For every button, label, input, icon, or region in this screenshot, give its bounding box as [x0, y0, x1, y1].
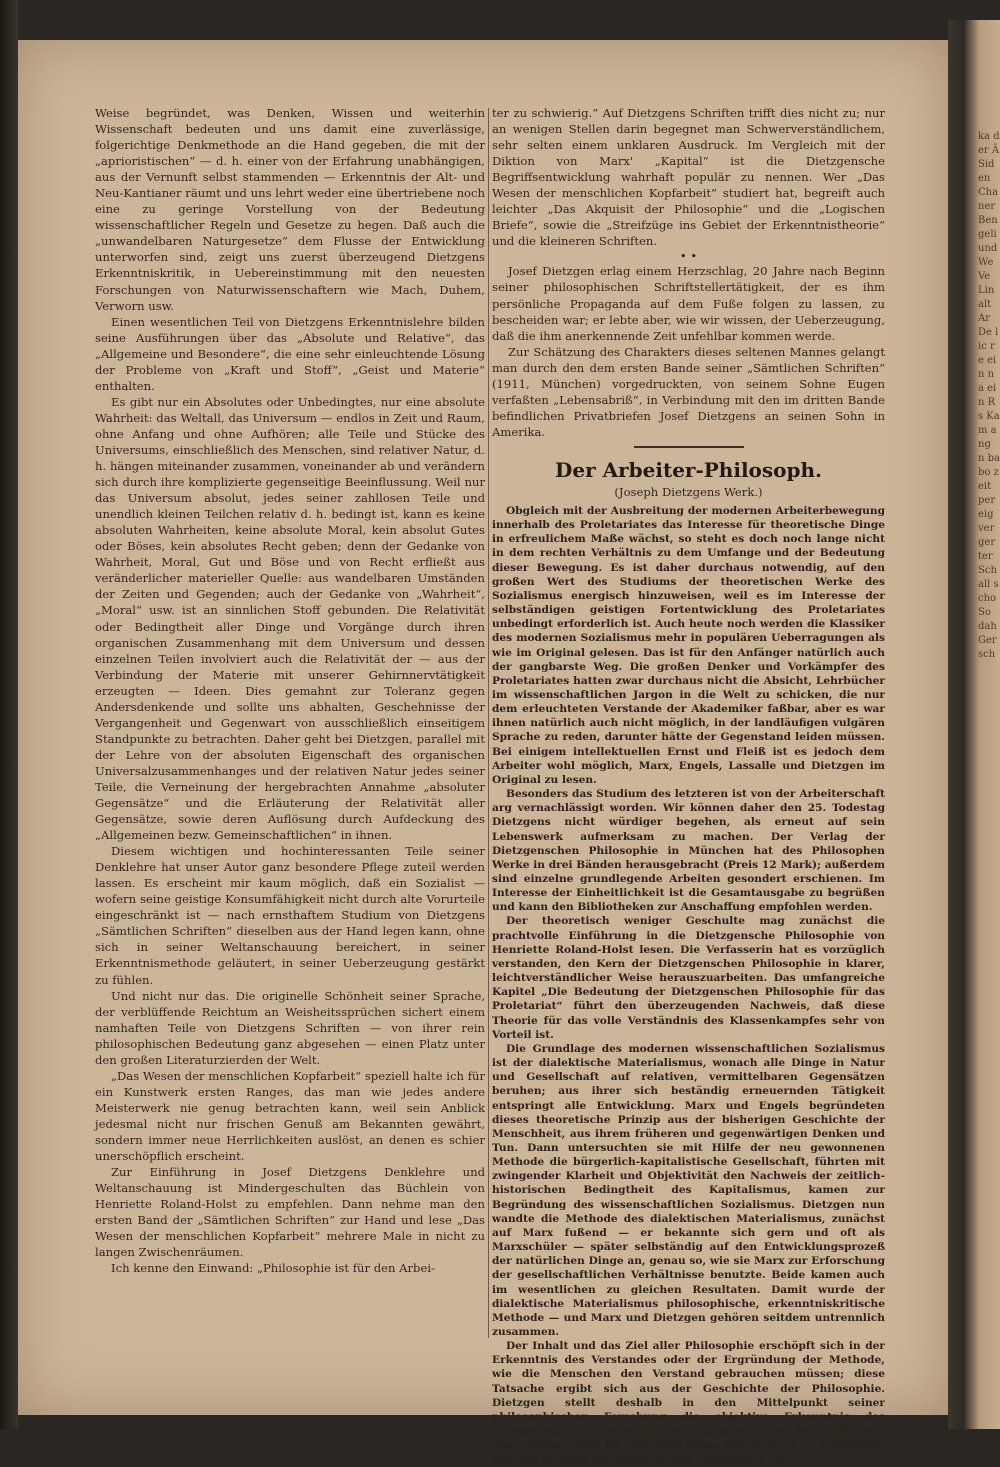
left-paragraph: Weise begründet, was Denken, Wissen und weiterhin Wissenschaft bedeuten und uns damit eine zuverlässige, folgerichtige Denkmethode an die Hand gegeben, die mit der „aprioristischen“ — d. h. einer von der Erfahrung unabhängigen, aus der Vernunft selbst stammenden — Erkenntnis der Alt- und Neu-Kantianer räumt und uns lehrt weder eine übertriebene noch eine zu geringe Vorstellung von der Bedeutung wissenschaftlicher Regeln und Gesetze zu hegen. Daß auch die „unwandelbaren Naturgesetze“ dem Flusse der Entwicklung unterworfen sind, zeigt uns zuerst überzeugend Dietzgens Erkenntniskritik, in Uebereinstimmung mit den neuesten Forschungen von Naturwissenschaftern wie Mach, Duhem, Verworn usw.: [95, 106, 485, 313]
left-paragraph: Es gibt nur ein Absolutes oder Unbedingtes, nur eine absolute Wahrheit: das Weltall, das Universum — endlos in Zeit und Raum, ohne Anfang und ohne Aufhören; alle Teile und Stücke des Universums, einschließlich des Menschen, sind relativer Natur, d. h. hängen miteinander zusammen, voneinander ab und verändern sich durch ihre komplizierte gegenseitige Beeinflussung. Weil nur das Universum absolut, jedes seiner zahllosen Teile und unendlich kleinen Teilchen relativ d. h. bedingt ist, kann es keine absoluten Wahrheiten, keine absolute Moral, kein absolut Gutes oder Böses, kein absolutes Recht geben; denn der Gedanke von Wahrheit, Moral, Gut und Böse und von Recht erfließt aus veränderlicher materieller Quelle: aus wandelbaren Umständen der Zeiten und Gegenden; auch der Gedanke von „Wahrheit“, „Moral“ usw. ist an sinnlichen Stoff gebunden. Die Relativität oder Bedingtheit aller Dinge und Vorgänge durch ihren organischen Zusammenhang mit dem Universum und dessen einzelnen Teilen involviert auch die Relativität der — aus der Verbindung der Materie mit unserer Gehirnnervtätigkeit erzeugten — Ideen. Dies gemahnt zur Toleranz gegen Andersdenkende und sollte uns abhalten, Geschehnisse der Vergangenheit und Gegenwart von ausschließlich einseitigem Standpunkte zu betrachten. Daher geht bei Dietzgen, parallel mit der Lehre von der absoluten Eigenschaft des organischen Universalzusammenhanges und der relativen Natur jedes seiner Teile, die Verneinung der hergebrachten Annahme „absoluter Gegensätze“ und die Erläuterung der Relativität aller Gegensätze, sowie deren Auflösung durch Aufdeckung des „Allgemeinen bezw. Gemeinschaftlichen“ in ihnen.: [95, 394, 485, 843]
headline-rule: [634, 446, 744, 448]
article-body: [492, 504, 885, 1467]
article-paragraph: Der Inhalt und das Ziel aller Philosophie erschöpft sich in der Erkenntnis des Verstandes oder der Ergründung der Methode, wie die Menschen den Verstand gebrauchen müssen; diese Tatsache ergibt sich aus der Geschichte der Philosophie. Dietzgen stellt deshalb in den Mittelpunkt seiner philosophischen Forschung die objektive Erkenntnis des Verstandes, der „Menschlichen Kopfarbeit“. Die Beschaffenheit des Geistes (Geist im weitesten Sinne des Wortes) zu ergründen, war das Streben der bürgerlichen Philosophie seit: [492, 1340, 885, 1466]
left-column: [95, 105, 485, 1276]
right-paragraph: Josef Dietzgen erlag einem Herzschlag, 20 Jahre nach Beginn seiner philosophischen Schriftstellertätigkeit, der es ihm persönliche Propaganda auf dem Fuße folgen zu lassen, zu bescheiden war; er lebte aber, wie wir wissen, der Ueberzeugung, daß die ihm anerkennende Zeit unfehlbar kommen werde.: [492, 264, 885, 343]
left-paragraph: „Das Wesen der menschlichen Kopfarbeit“ speziell halte ich für ein Kunstwerk ersten Ranges, das man wie jedes andere Meisterwerk nie genug betrachten kann, weil sein Anblick jedesmal nicht nur frischen Genuß am Bekannten gewährt, sondern immer neue Herrlichkeiten auslöst, an denen es schier unerschöpflich erscheint.: [95, 1068, 485, 1164]
left-paragraph: Ich kenne den Einwand: „Philosophie ist für den Arbei-: [111, 1261, 435, 1276]
column-divider: [488, 108, 489, 1338]
article-paragraph: Der theoretisch weniger Geschulte mag zunächst die prachtvolle Einführung in die Dietzgensche Philosophie von Henriette Roland-Holst lesen. Die Verfasserin hat es vorzüglich verstanden, den Kern der Dietzgenschen Philosophie in klarer, leichtverständlicher Weise herauszuarbeiten. Das umfangreiche Kapitel „Die Bedeutung der Dietzgenschen Philosophie für das Proletariat“ führt den überzeugenden Nachweis, daß diese Theorie für das volle Verständnis des Klassenkampfes sehr von Vorteil ist.: [492, 915, 885, 1041]
article-subtitle: (Joseph Dietzgens Werk.): [614, 484, 763, 499]
left-paragraph: Einen wesentlichen Teil von Dietzgens Erkenntnislehre bilden seine Ausführungen über das „Absolute und Relative“, das „Allgemeine und Besondere“, die eine sehr einleuchtende Lösung der Probleme von „Kraft und Stoff“, „Geist und Materie“ enthalten.: [95, 314, 485, 393]
article-title: Der Arbeiter-Philosoph.: [555, 457, 822, 482]
left-paragraph: Zur Einführung in Josef Dietzgens Denklehre und Weltanschauung ist Mindergeschulten das Büchlein von Henriette Roland-Holst zu empfehlen. Dann nehme man den ersten Band der „Sämtlichen Schriften“ zur Hand und lese „Das Wesen der menschlichen Kopfarbeit“ mehrere Male in nicht zu langen Zwischenräumen.: [95, 1165, 485, 1260]
right-column: [492, 105, 885, 1467]
right-paragraph: Zur Schätzung des Charakters dieses seltenen Mannes gelangt man durch den dem ersten Bande seiner „Sämtlichen Schriften“ (1911, München) vorgedruckten, von seinem Sohne Eugen verfaßten „Lebensabriß“, in Verbindung mit den im dritten Bande befindlichen Privatbriefen Josef Dietzgens an seinen Sohn in Amerika.: [492, 344, 885, 439]
article-paragraph: Die Grundlage des modernen wissenschaftlichen Sozialismus ist der dialektische Materialismus, wonach alle Dinge in Natur und Gesellschaft auf relativen, vermittelbaren Gegensätzen beruhen; aus ihrer sich beständig erneuernden Tätigkeit entspringt alle Entwicklung. Marx und Engels begründeten dieses theoretische Prinzip aus der bisherigen Geschichte der Menschheit, aus ihrem früheren und gegenwärtigen Denken und Tun. Dann untersuchten sie mit Hilfe der neu gewonnenen Methode die bürgerlich-kapitalistische Gesellschaft, führten mit zwingender Klarheit und Objektivität den Nachweis der zeitlich-historischen Bedingtheit des Kapitalismus, kamen zur Begründung des wissenschaftlichen Sozialismus. Dietzgen nun wandte die Methode des dialektischen Materialismus, zunächst auf Marx fußend — er bekannte sich gern und oft als Marxschüler — später selbständig auf den Entwicklungsprozeß der natürlichen Dinge an, genau so, wie sie Marx zur Erforschung der gesellschaftlichen Verhältnisse benutzte. Beide kamen auch im wesentlichen zu gleichen Resultaten. Damit wurde der dialektische Materialismus philosophische, erkenntniskritische Methode — und Marx und Dietzgen gehören seitdem untrennlich zusammen.: [492, 1042, 885, 1338]
left-paragraph: Diesem wichtigen und hochinteressanten Teile seiner Denklehre hat unser Autor ganz besondere Pflege zuteil werden lassen. Es erscheint mir kaum möglich, daß ein Sozialist — wofern seine geistige Konsumfähigkeit nicht durch alte Vorurteile eingeschränkt ist — nach ernsthaftem Studium von Dietzgens „Sämtlichen Schriften“ dieselben aus der Hand legen kann, ohne sich in seiner Weltanschauung bereichert, in seiner Erkenntnismethode geläutert, in seiner Ueberzeugung gestärkt zu fühlen.: [95, 844, 485, 987]
book-binding: [0, 0, 18, 1429]
left-paragraph: Und nicht nur das. Die originelle Schönheit seiner Sprache, der verblüffende Reichtum an Weisheitssprüchen sichert einem namhaften Teile von Dietzgens Schriften — von ihrer rein philosophischen Bedeutung ganz abgesehen — einen Platz unter den großen Literaturzierden der Welt.: [95, 988, 485, 1067]
right-paragraph: ter zu schwierig.“ Auf Dietzgens Schriften trifft dies nicht zu; nur an wenigen Stellen darin begegnet man Schwerverständlichem, sehr selten einem unklaren Ausdruck. Im Vergleich mit der Diktion von Marx' „Kapital“ ist die Dietzgensche Begriffsentwicklung wahrhaft populär zu nennen. Wer „Das Wesen der menschlichen Kopfarbeit“ studiert hat, begreift auch leichter „Das Akquisit der Philosophie“ und die „Logischen Briefe“, sowie die „Streifzüge ins Gebiet der Erkenntnistheorie“ und die kleineren Schriften.: [492, 106, 885, 249]
adjacent-page-text: ka der Ä Siden Cha ner Ben geli und We Ve Lin alt Ar De lic re ein na ein R s Kam ang n ba bo zeit per eig ver ger ter Sch all scho So dah Ger sch: [978, 131, 1000, 660]
section-separator: • •: [679, 249, 698, 264]
article-paragraph: Besonders das Studium des letzteren ist von der Arbeiterschaft arg vernachlässigt worden. Wir können daher den 25. Todestag Dietzgens nicht würdiger begehen, als erneut auf sein Lebenswerk aufmerksam zu machen. Der Verlag der Dietzgenschen Philosophie in München hat des Philosophen Werke in drei Bänden herausgebracht (Preis 12 Mark); außerdem sind einzelne grundlegende Arbeiten gesondert erschienen. Im Interesse der Einheitlichkeit ist die Gesamtausgabe zu begrüßen und kann den Bibliotheken zur Anschaffung empfohlen werden.: [492, 788, 885, 914]
adjacent-page-edge: [948, 20, 1000, 1429]
article-paragraph: Obgleich mit der Ausbreitung der modernen Arbeiterbewegung innerhalb des Proletariates das Interesse für theoretische Dinge in erfreulichem Maße wächst, so steht es doch noch lange nicht in dem rechten Verhältnis zu dem Umfange und der Bedeutung dieser Bewegung. Es ist daher durchaus notwendig, auf den großen Wert des Studiums der theoretischen Werke des Sozialismus energisch hinzuweisen, weil es im Interesse der selbständigen geistigen Fortentwicklung des Proletariates unbedingt erforderlich ist. Auch heute noch werden die Klassiker des modernen Sozialismus mehr in populären Ueberragungen als wie im Original gelesen. Das ist für den Anfänger natürlich auch der gangbarste Weg. Die großen Denker und Vorkämpfer des Proletariates hatten zwar durchaus nicht die Absicht, Lehrbücher im wissenschaftlichen Jargon in die Welt zu schicken, die nur dem erleuchteten Verstande der Akademiker faßbar, aber es war ihnen natürlich auch nicht möglich, in der landläufigen vulgären Sprache zu reden, darunter hätte der Gegenstand leiden müssen. Bei einigem intellektuellen Ernst und Fleiß ist es jedoch dem Arbeiter wohl möglich, Marx, Engels, Lassalle und Dietzgen im Original zu lesen.: [492, 504, 885, 786]
